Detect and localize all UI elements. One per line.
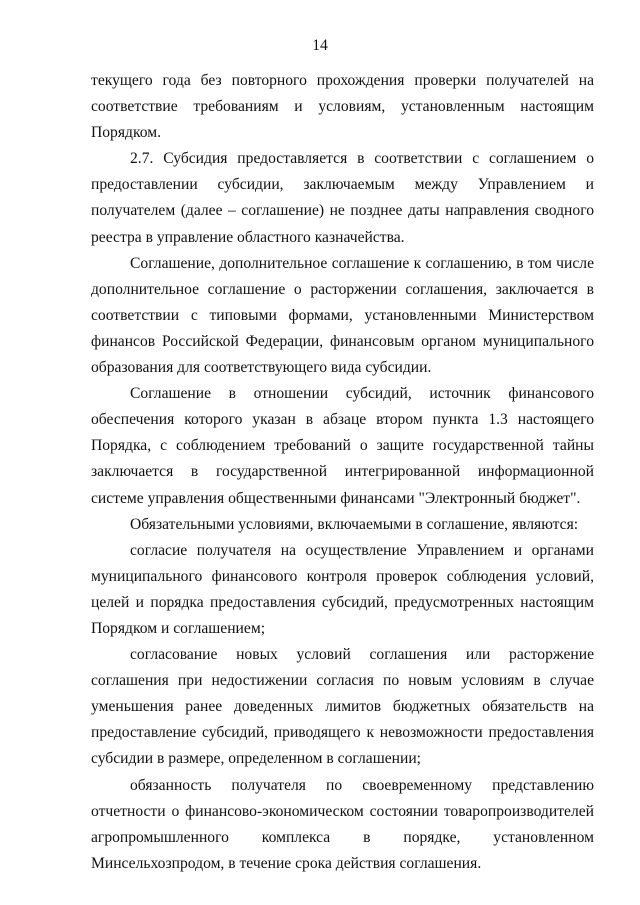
page-number: 14 <box>312 37 328 54</box>
paragraph-mandatory-conditions: Обязательными условиями, включаемыми в соглашение, являются: <box>130 515 579 533</box>
paragraph-continuation: текущего года без повторного прохождения проверки получателей на соответствие требованиям и условиям, установленным настоящим Порядком. <box>91 72 594 142</box>
paragraph-agreement-forms: Соглашение, дополнительное соглашение к соглашению, в том числе дополнительное соглашение о расторжении соглашения, заключается в соответствии с типовыми формами, установленными Министерством финансов Российской Федерации, финансовым органом муниципального образования для соответствующего вида субсидии. <box>91 254 594 377</box>
paragraph-section-2-7: 2.7. Субсидия предоставляется в соответствии с соглашением о предоставлении субсидии, заключаемым между Управлением и получателем (далее – соглашение) не позднее даты направления сводного реестра в управление областного казначейства. <box>91 150 594 246</box>
body-text <box>91 68 594 877</box>
list-item-new-conditions: согласование новых условий соглашения или расторжение соглашения при недостижении согласия по новым условиям в случае уменьшения ранее доведенных лимитов бюджетных обязательств на предоставление субсидий, приводящего к невозможности предоставления субсидии в размере, определенном в соглашении; <box>91 646 594 768</box>
list-item-consent: согласие получателя на осуществление Управлением и органами муниципального финансового контроля проверок соблюдения условий, целей и порядка предоставления субсидий, предусмотренных настоящим Порядком и соглашением; <box>91 541 594 637</box>
paragraph-electronic-budget: Соглашение в отношении субсидий, источник финансового обеспечения которого указан в абзаце втором пункта 1.3 настоящего Порядка, с соблюдением требований о защите государственной тайны заключается в государственной интегрированной информационной системе управления общественными финансами "Электронный бюджет". <box>91 385 594 507</box>
list-item-reporting-obligation: обязанность получателя по своевременному представлению отчетности о финансово-экономическом состоянии товаропроизводителей агропромышленного комплекса в порядке, установленном Минсельхозпродом, в течение срока действия соглашения. <box>91 776 594 872</box>
